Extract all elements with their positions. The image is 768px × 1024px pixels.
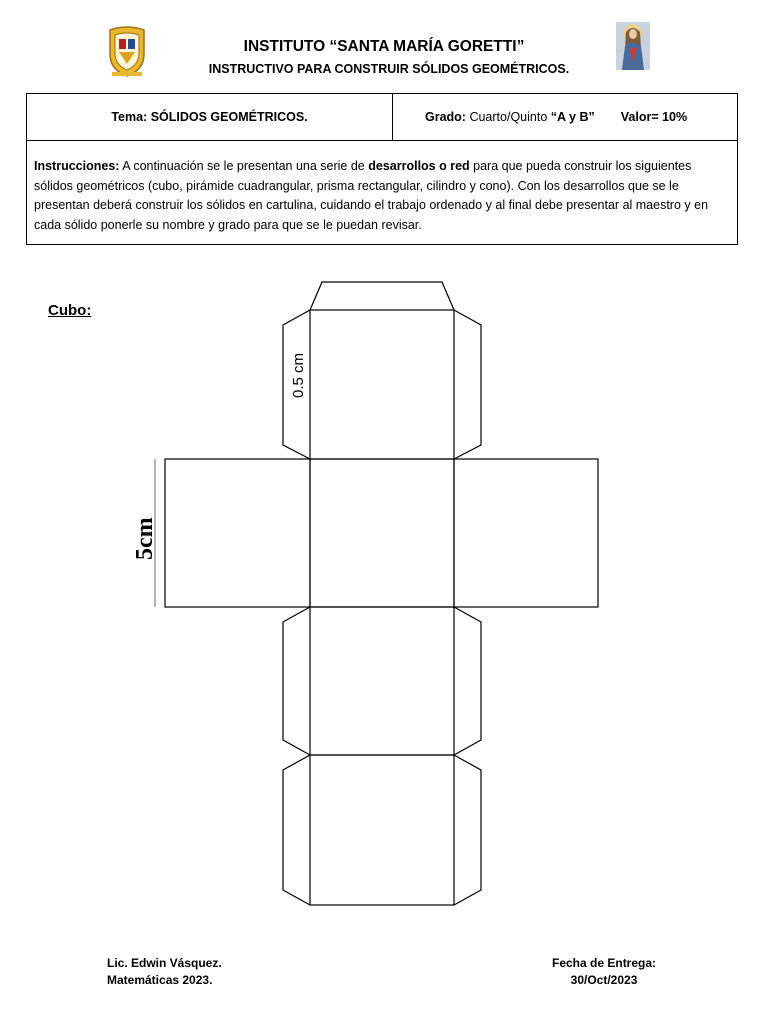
face-center	[310, 459, 454, 607]
due-date: 30/Oct/2023	[570, 973, 638, 987]
instructions-part1: A continuación se le presentan una serie de	[119, 159, 369, 173]
instructions-bold-term: desarrollos o red	[368, 159, 470, 173]
tab-back-right	[454, 755, 481, 905]
instructions-label: Instrucciones:	[34, 159, 120, 173]
top-tab	[310, 282, 454, 310]
footer-author-block	[107, 955, 222, 989]
face-right	[454, 459, 598, 607]
tab-dimension-label: 0.5 cm	[290, 352, 307, 398]
tab-back-left	[283, 755, 310, 905]
face-back	[310, 755, 454, 905]
tab-bottom-left	[283, 607, 310, 755]
side-dimension-label: 5cm	[132, 517, 158, 560]
document-subtitle: INSTRUCTIVO PARA CONSTRUIR SÓLIDOS GEOMÉTRICOS.	[208, 62, 570, 76]
tab-top-right	[454, 310, 481, 459]
face-left	[165, 459, 310, 607]
tab-bottom-right	[454, 607, 481, 755]
institution-title: INSTITUTO “SANTA MARÍA GORETTI”	[243, 38, 525, 55]
face-bottom	[310, 607, 454, 755]
course-name: Matemáticas 2023.	[107, 973, 213, 987]
grado-value: Cuarto/Quinto	[465, 110, 551, 124]
tema-cell: Tema: SÓLIDOS GEOMÉTRICOS.	[27, 94, 393, 140]
face-top	[310, 310, 454, 459]
due-label: Fecha de Entrega:	[552, 956, 657, 970]
grupo-value: “A y B”	[550, 110, 595, 124]
footer-due-block	[552, 955, 656, 989]
cube-section-label: Cubo:	[48, 302, 92, 319]
author-name: Lic. Edwin Vásquez.	[107, 956, 222, 970]
valor-value: Valor= 10%	[620, 110, 688, 124]
instructions-part2: para que pueda construir los siguientes sólidos geométricos (cubo, pirámide cuadrangular, prisma rectangular, cilindro y cono). Con los desarrollos que se le presentan deberá construir los sólidos en cartulina, cuidando el trabajo ordenado y al final debe presentar al maestro y en cada sólido ponerle su nombre y grado para que se le puedan revisar.	[34, 159, 709, 232]
grado-label: Grado:	[425, 110, 466, 124]
